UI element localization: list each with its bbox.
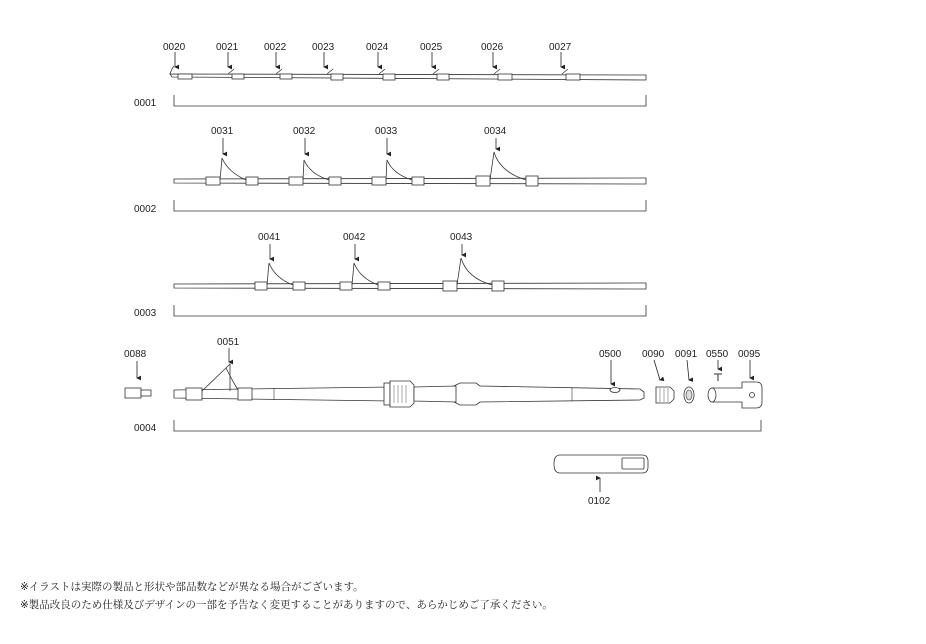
guide-label: 0027	[549, 42, 572, 53]
guide-label: 0031	[211, 126, 234, 137]
part-label: 0091	[675, 349, 698, 360]
part-0095-butt	[708, 382, 762, 408]
rod-0002-blank	[174, 152, 646, 186]
guide-label: 0024	[366, 42, 389, 53]
part-0091-pointer	[687, 360, 689, 380]
rod-0003-section	[134, 232, 646, 319]
rod-0002-bracket	[174, 200, 646, 211]
rod-code-label: 0002	[134, 204, 157, 215]
rod-code-label: 0001	[134, 98, 157, 109]
guide-pointers-row3	[270, 244, 462, 259]
guide-pointers-row1	[175, 52, 561, 67]
guide-pointers-row2	[223, 138, 496, 154]
guide-label: 0043	[450, 232, 473, 243]
disclaimer-note-1: ※イラストは実際の製品と形状や部品数などが異なる場合がございます。	[20, 581, 364, 593]
guide-label: 0033	[375, 126, 398, 137]
part-label: 0500	[599, 349, 622, 360]
guide-label: 0026	[481, 42, 504, 53]
rod-code-label: 0004	[134, 423, 157, 434]
guide-label: 0022	[264, 42, 287, 53]
rod-0001-blank	[170, 66, 646, 80]
rod-0001-section	[134, 42, 646, 109]
rod-0004-blank	[174, 364, 644, 407]
part-0090-pointer	[654, 360, 660, 380]
part-label: 0102	[588, 496, 611, 507]
rod-0003-bracket	[174, 305, 646, 316]
rod-0003-blank	[174, 258, 646, 291]
part-label: 0088	[124, 349, 147, 360]
guide-label: 0034	[484, 126, 507, 137]
rod-0001-bracket	[174, 95, 646, 106]
rod-0004-bracket	[174, 420, 761, 431]
guide-label: 0025	[420, 42, 443, 53]
part-0091-ring	[684, 387, 694, 403]
rod-code-label: 0003	[134, 308, 157, 319]
part-0102-cover	[554, 455, 648, 473]
guide-label: 0020	[163, 42, 186, 53]
guide-label: 0032	[293, 126, 316, 137]
guide-label: 0023	[312, 42, 335, 53]
guide-label: 0051	[217, 337, 240, 348]
guide-label: 0021	[216, 42, 239, 53]
part-0090-collar	[656, 387, 674, 403]
rod-0004-section	[124, 337, 762, 434]
guide-label: 0042	[343, 232, 366, 243]
part-0088-cap	[125, 388, 151, 398]
disclaimer-note-2: ※製品改良のため仕様及びデザインの一部を予告なく変更することがありますので、あらかじめご了承ください。	[20, 599, 553, 611]
part-label: 0550	[706, 349, 729, 360]
part-0550-screw	[714, 374, 722, 381]
part-label: 0095	[738, 349, 761, 360]
part-label: 0090	[642, 349, 665, 360]
rod-0002-section	[134, 126, 646, 215]
guide-label: 0041	[258, 232, 281, 243]
